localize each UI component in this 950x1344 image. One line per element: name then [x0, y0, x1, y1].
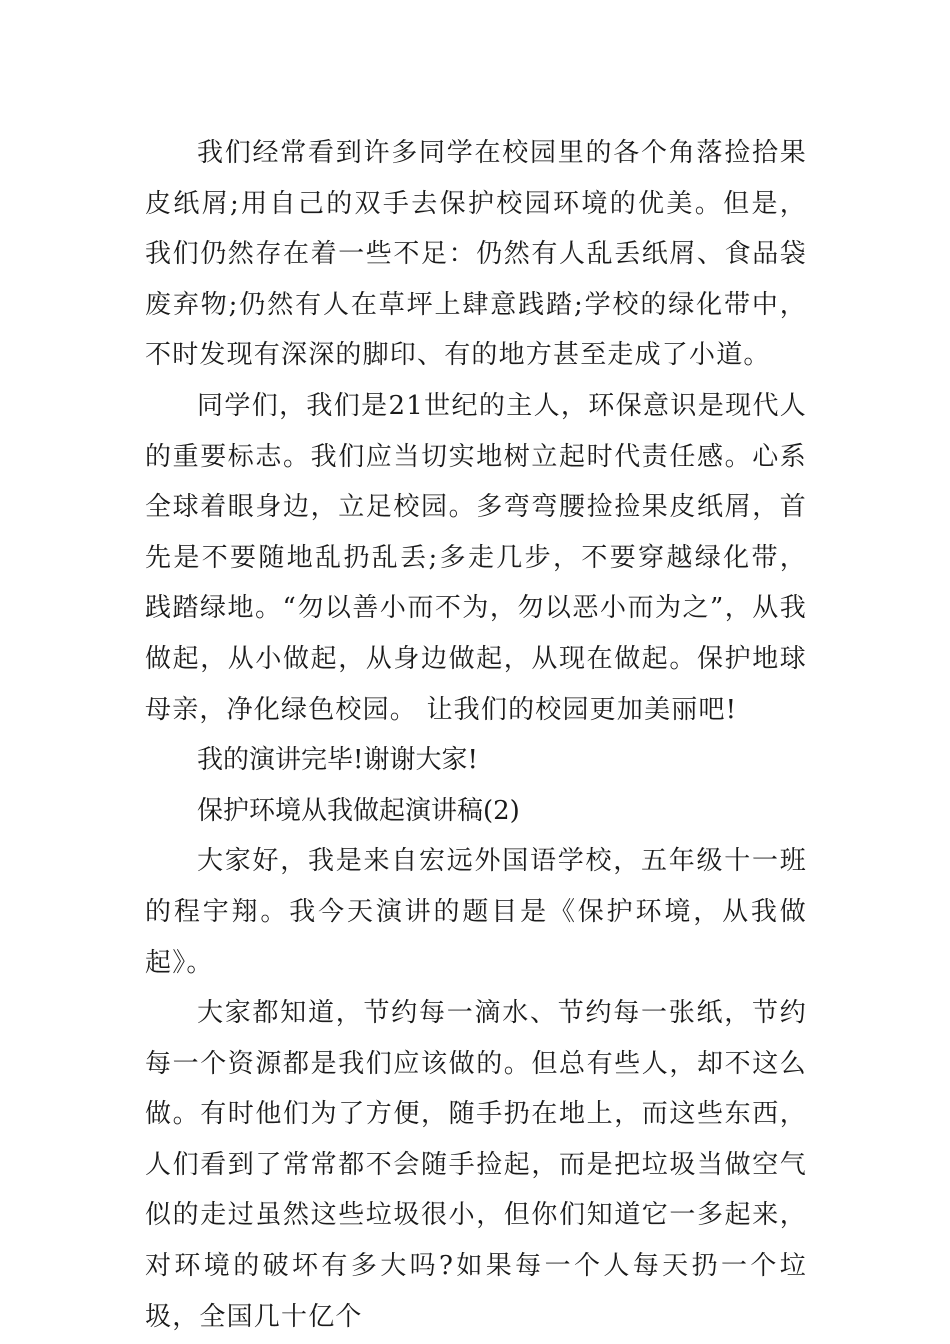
paragraph-campus-litter: 我们经常看到许多同学在校园里的各个角落捡拾果皮纸屑;用自己的双手去保护校园环境的优美。但是，我们仍然存在着一些不足：仍然有人乱丢纸屑、食品袋废弃物;仍然有人在草坪上肆意践踏;学校的绿化带中，不时发现有深深的脚印、有的地方甚至走成了小道。	[145, 138, 807, 371]
paragraph-environmental-awareness: 同学们，我们是21世纪的主人，环保意识是现代人的重要标志。我们应当切实地树立起时代责任感。心系全球着眼身边，立足校园。多弯弯腰捡捡果皮纸屑，首先是不要随地乱扔乱丢;多走几步，不要穿越绿化带，践踏绿地。“勿以善小而不为，勿以恶小而为之”，从我做起，从小做起，从身边做起，从现在做起。保护地球母亲，净化绿色校园。 让我们的校园更加美丽吧!	[145, 390, 807, 725]
speech-title: 保护环境从我做起演讲稿(2)	[197, 795, 520, 826]
paragraph-introduction: 大家好，我是来自宏远外国语学校，五年级十一班的程宇翔。我今天演讲的题目是《保护环境，从我做起》。	[145, 846, 807, 978]
paragraph-saving-resources: 大家都知道，节约每一滴水、节约每一张纸，节约每一个资源都是我们应该做的。但总有些人，却不这么做。有时他们为了方便，随手扔在地上，而这些东西，人们看到了常常都不会随手捡起，而是把垃圾当做空气似的走过虽然这些垃圾很小，但你们知道它一多起来，对环境的破坏有多大吗?如果每一个人每天扔一个垃圾，全国几十亿个	[145, 998, 807, 1332]
document-body	[145, 128, 807, 1342]
paragraph-closing-thanks: 我的演讲完毕!谢谢大家!	[197, 745, 478, 776]
